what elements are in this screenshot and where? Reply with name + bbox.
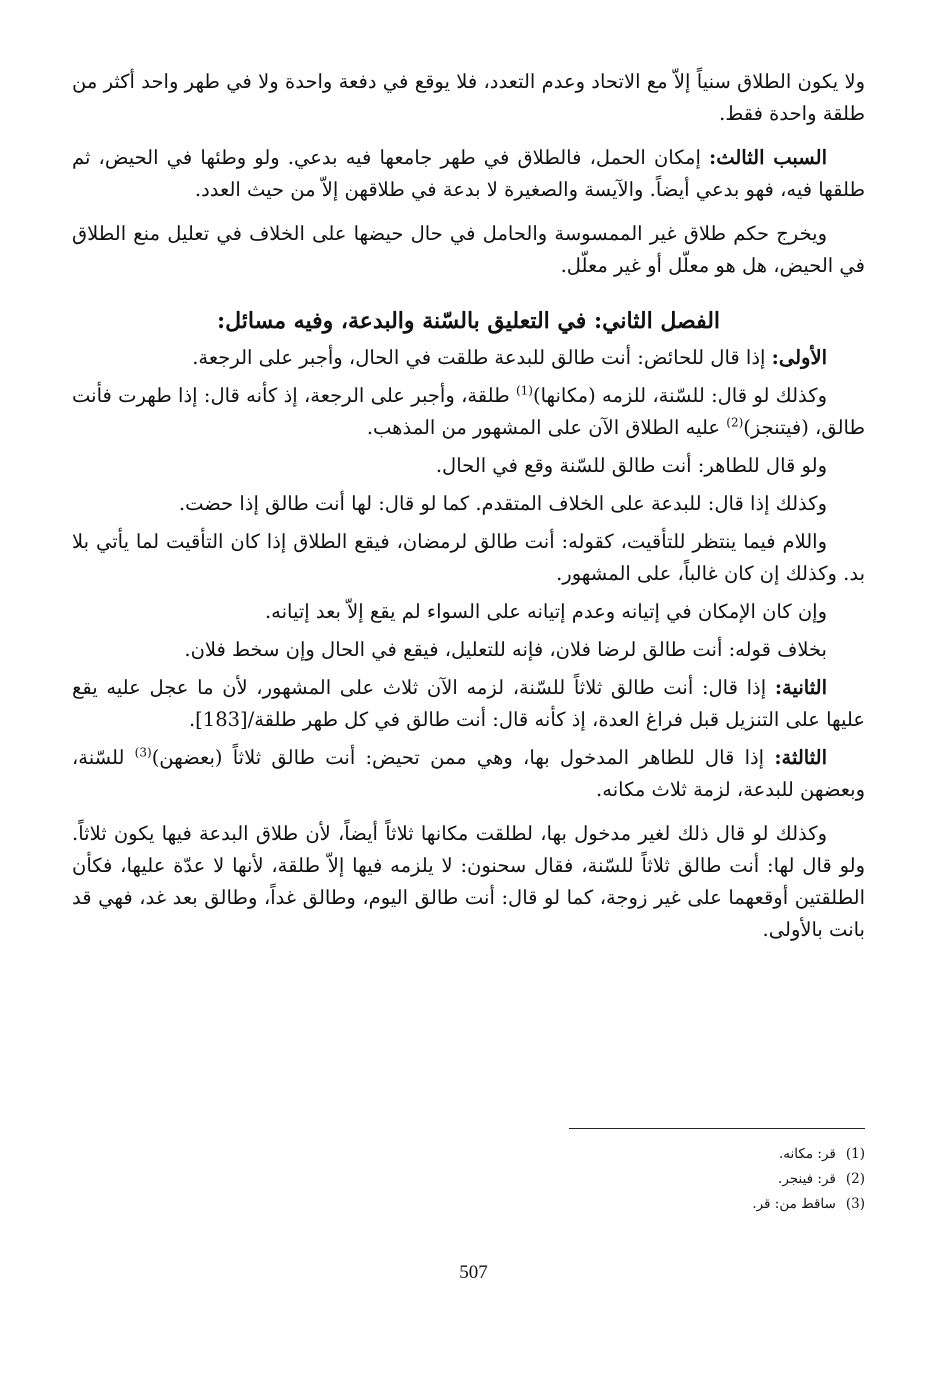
paragraph-13-text: وكذلك لو قال ذلك لغير مدخول بها، لطلقت مكانها ثلاثاً أيضاً، لأن طلاق البدعة فيها يكون ثلاثاً. ولو قال لها: أنت طالق ثلاثاً للسّنة، فقال سحنون: لا يلزمه فيها إلاّ طلقة، لأنها لا عدّة عليها، فكأن الطلقتين أوقعهما على غير زوجة، كما لو قال: أنت طالق اليوم، وطالق غداً، وطالق بعد غد، فهي قد بانت بالأولى. (72, 822, 865, 941)
paragraph-6-text: ولو قال للطاهر: أنت طالق للسّنة وقع في الحال. (435, 454, 827, 477)
paragraph-8-text: واللام فيما ينتظر للتأقيت، كقوله: أنت طالق لرمضان، فيقع الطلاق إذا كان التأقيت لما يأتي بلا بد. وكذلك إن كان غالباً، على المشهور. (72, 530, 865, 585)
paragraph-12-part-a: إذا قال للطاهر المدخول بها، وهي ممن تحيض: أنت طالق ثلاثاً (بعضهن) (151, 746, 765, 769)
paragraph-5-part-c: عليه الطلاق الآن على المشهور من المذهب. (366, 416, 721, 439)
footnote-text: ساقط من: قر. (752, 1196, 836, 1212)
paragraph-2 (72, 142, 865, 206)
footnote-item (752, 1192, 865, 1217)
paragraph-2-text: إمكان الحمل، فالطلاق في طهر جامعها فيه بدعي. ولو وطئها في الحيض، ثم طلقها فيه، فهو بدعي أيضاً. والآيسة والصغيرة لا بدعة في طلاقهن إلاّ من حيث العدد. (72, 146, 865, 201)
footnote-ref-3[interactable]: (3) (134, 745, 152, 760)
paragraph-11-text: إذا قال: أنت طالق ثلاثاً للسّنة، لزمه الآن ثلاث على المشهور، لأن ما عجل عليه يقع عليها على التنزيل قبل فراغ العدة، إذ كأنه قال: أنت طالق في كل طهر طلقة/[183]. (72, 676, 865, 731)
paragraph-2-lead: السبب الثالث: (709, 146, 827, 169)
paragraph-5-part-a: وكذلك لو قال: للسّنة، للزمه (مكانها) (532, 384, 827, 407)
paragraph-11 (72, 672, 865, 736)
paragraph-3-text: ويخرج حكم طلاق غير الممسوسة والحامل في حال حيضها على الخلاف في تعليل منع الطلاق في الحيض، هل هو معلّل أو غير معلّل. (72, 222, 865, 277)
paragraph-1 (72, 66, 865, 130)
paragraph-3 (72, 218, 865, 282)
paragraph-4-lead: الأولى: (771, 346, 827, 369)
paragraph-12 (72, 742, 865, 806)
footnote-number: (3) (845, 1196, 865, 1212)
footnote-text: قر: مكانه. (779, 1146, 836, 1162)
paragraph-6 (72, 450, 865, 482)
paragraph-13 (72, 818, 865, 946)
footnote-ref-1[interactable]: (1) (515, 383, 533, 398)
footnote-item (752, 1167, 865, 1192)
footnote-ref-2[interactable]: (2) (726, 415, 744, 430)
paragraph-10 (72, 634, 865, 666)
footnote-number: (1) (845, 1146, 865, 1162)
paragraph-11-lead: الثانية: (774, 676, 827, 699)
paragraph-10-text: بخلاف قوله: أنت طالق لرضا فلان، فإنه للتعليل، فيقع في الحال وإن سخط فلان. (184, 638, 827, 661)
paragraph-12-lead: الثالثة: (774, 746, 827, 769)
paragraph-5-part-b: طلقة، وأجبر على الرجعة، إذ كأنه قال: إذا طهرت فأنت طالق، (فيتنجز) (72, 384, 865, 439)
section-heading: الفصل الثاني: في التعليق بالسّنة والبدعة، وفيه مسائل: (216, 308, 721, 334)
footnotes-list (752, 1142, 865, 1217)
paragraph-4 (72, 342, 865, 374)
paragraph-9-text: وإن كان الإمكان في إتيانه وعدم إتيانه على السواء لم يقع إلاّ بعد إتيانه. (264, 600, 827, 623)
footnote-text: قر: فينجر. (778, 1171, 836, 1187)
paragraph-7-text: وكذلك إذا قال: للبدعة على الخلاف المتقدم. كما لو قال: لها أنت طالق إذا حضت. (178, 492, 827, 515)
paragraph-12-part-b: للسّنة، وبعضهن للبدعة، لزمة ثلاث مكانه. (72, 746, 865, 801)
footnote-item (752, 1142, 865, 1167)
paragraph-1-text: ولا يكون الطلاق سنياً إلاّ مع الاتحاد وعدم التعدد، فلا يوقع في دفعة واحدة ولا في طهر واحد أكثر من طلقة واحدة فقط. (72, 70, 865, 125)
footnote-number: (2) (845, 1171, 865, 1187)
page-body (72, 66, 865, 946)
paragraph-4-text: إذا قال للحائض: أنت طالق للبدعة طلقت في الحال، وأجبر على الرجعة. (192, 346, 766, 369)
paragraph-8 (72, 526, 865, 590)
paragraph-9 (72, 596, 865, 628)
page-number: 507 (459, 1262, 488, 1283)
paragraph-5 (72, 380, 865, 444)
footnote-divider (569, 1128, 865, 1129)
paragraph-7 (72, 488, 865, 520)
